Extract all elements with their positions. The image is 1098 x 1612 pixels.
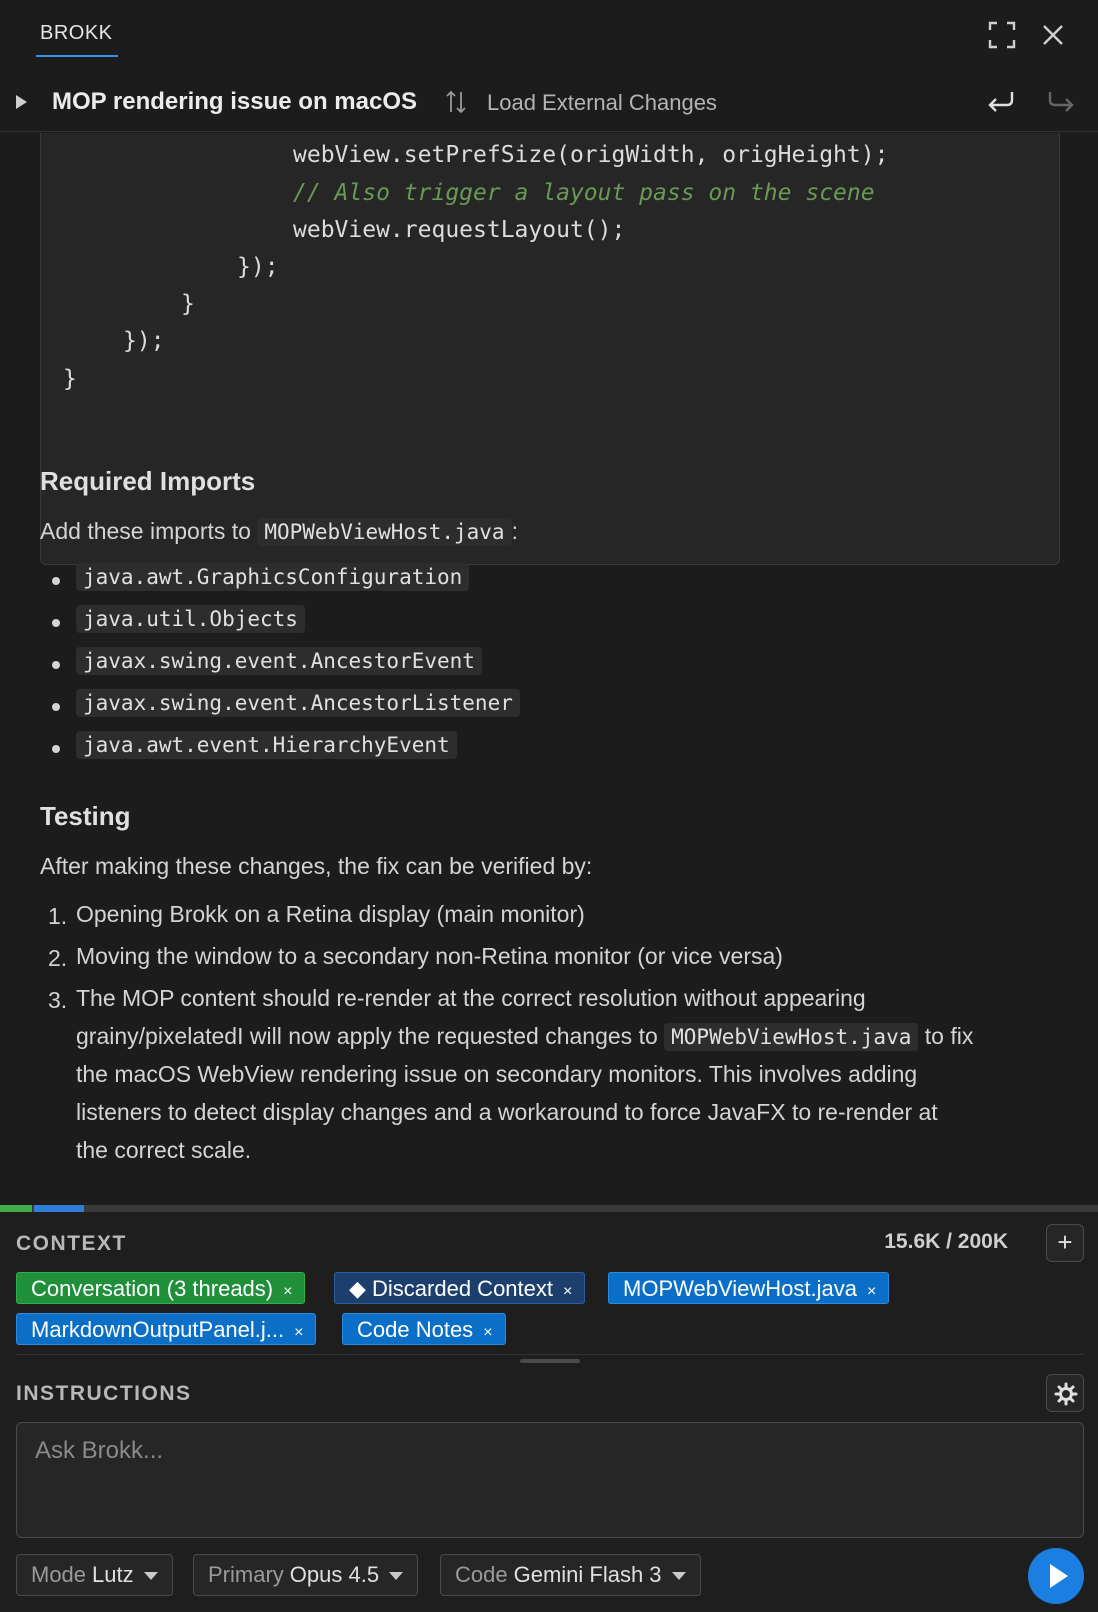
mode-dropdown[interactable]: [16, 1554, 173, 1596]
inline-code: MOPWebViewHost.java: [257, 518, 511, 546]
testing-intro: After making these changes, the fix can be verified by:: [40, 853, 593, 879]
import-item: [76, 689, 520, 716]
list-text: to fix: [924, 1023, 974, 1049]
list-item: Moving the window to a secondary non-Retina monitor (or vice versa): [76, 943, 783, 969]
inline-code: javax.swing.event.AncestorListener: [76, 689, 520, 717]
context-chip-file[interactable]: [16, 1313, 316, 1345]
inline-code: java.awt.GraphicsConfiguration: [76, 563, 469, 591]
bullet-icon: [52, 661, 60, 669]
heading-required-imports: Required Imports: [40, 466, 256, 496]
imports-intro: [40, 518, 518, 545]
code-line: webView.setPrefSize(origWidth, origHeight);: [293, 142, 889, 168]
progress-segment-green: [0, 1205, 32, 1212]
inline-code: javax.swing.event.AncestorEvent: [76, 647, 482, 675]
imports-intro-text: Add these imports to: [40, 518, 251, 544]
thread-title[interactable]: MOP rendering issue on macOS: [52, 88, 417, 115]
chevron-down-icon: [144, 1572, 158, 1580]
chip-label: Conversation (3 threads): [31, 1276, 274, 1301]
dropdown-value: Gemini Flash 3: [513, 1562, 662, 1587]
chip-close-icon[interactable]: ×: [866, 1283, 877, 1300]
dropdown-key: Code: [455, 1562, 508, 1587]
swap-vertical-icon[interactable]: [444, 88, 468, 116]
chip-label: Code Notes: [357, 1317, 474, 1342]
bullet-icon: [52, 703, 60, 711]
import-item: [76, 731, 457, 758]
inline-code: MOPWebViewHost.java: [664, 1023, 918, 1051]
chevron-down-icon: [672, 1572, 686, 1580]
imports-intro-suffix: :: [511, 518, 518, 544]
code-line: webView.requestLayout();: [293, 217, 626, 243]
instructions-label: INSTRUCTIONS: [16, 1382, 192, 1405]
output-panel[interactable]: [0, 133, 1098, 1205]
code-block: [40, 133, 1060, 565]
play-icon: [1050, 1564, 1068, 1588]
chip-close-icon[interactable]: ×: [294, 1324, 304, 1341]
list-number: 2.: [48, 945, 68, 971]
import-item: [76, 605, 305, 632]
context-chip-conversation[interactable]: [16, 1272, 305, 1304]
chip-label: ◆ Discarded Context: [349, 1276, 554, 1301]
chevron-down-icon: [389, 1572, 403, 1580]
close-icon[interactable]: [1038, 20, 1068, 50]
dropdown-value: Lutz: [92, 1562, 134, 1587]
context-label: CONTEXT: [16, 1232, 127, 1255]
import-item: [76, 563, 469, 590]
panel-divider[interactable]: [0, 1205, 1098, 1212]
list-text: grainy/pixelatedI will now apply the requested changes to: [76, 1023, 658, 1049]
chip-close-icon[interactable]: ×: [483, 1324, 493, 1341]
redo-icon[interactable]: [1044, 86, 1078, 114]
context-chip-discarded[interactable]: [334, 1272, 585, 1304]
dropdown-value: Opus 4.5: [289, 1562, 380, 1587]
inline-code: java.awt.event.HierarchyEvent: [76, 731, 457, 759]
settings-button[interactable]: [1046, 1374, 1084, 1412]
primary-model-dropdown[interactable]: [193, 1554, 418, 1596]
progress-segment-blue: [34, 1205, 84, 1212]
code-line: });: [123, 328, 165, 354]
context-chip-file[interactable]: [608, 1272, 889, 1304]
send-button[interactable]: [1028, 1548, 1084, 1604]
add-context-button[interactable]: +: [1046, 1224, 1084, 1262]
code-line: }: [63, 366, 77, 392]
tab-underline: [36, 55, 118, 57]
heading-testing: Testing: [40, 801, 131, 831]
code-model-dropdown[interactable]: [440, 1554, 701, 1596]
list-item: The MOP content should re-render at the correct resolution without appearing: [76, 985, 866, 1011]
dropdown-key: Primary: [208, 1562, 284, 1587]
list-item-continued: the correct scale.: [76, 1137, 252, 1163]
undo-icon[interactable]: [984, 86, 1018, 114]
bottom-panel: [0, 1212, 1098, 1612]
import-item: [76, 647, 482, 674]
chip-close-icon[interactable]: ×: [563, 1283, 573, 1300]
code-line: }: [181, 291, 195, 317]
resize-handle[interactable]: [520, 1359, 580, 1363]
list-number: 3.: [48, 987, 68, 1013]
tab-brokk[interactable]: BROKK: [40, 22, 113, 44]
list-item-continued: [76, 1017, 973, 1056]
list-item-continued: listeners to detect display changes and a workaround to force JavaFX to re-render at: [76, 1099, 938, 1125]
chip-label: MOPWebViewHost.java: [623, 1276, 857, 1301]
title-bar: [0, 0, 1098, 70]
code-line: });: [237, 254, 279, 280]
list-number: 1.: [48, 903, 68, 929]
chip-label: MarkdownOutputPanel.j...: [31, 1317, 285, 1342]
context-chip-code-notes[interactable]: [342, 1313, 506, 1345]
chip-close-icon[interactable]: ×: [283, 1283, 293, 1300]
dropdown-key: Mode: [31, 1562, 87, 1587]
gear-icon: [1047, 1375, 1085, 1413]
list-item: Opening Brokk on a Retina display (main monitor): [76, 901, 585, 927]
thread-bar: [0, 76, 1098, 132]
code-comment-line: // Also trigger a layout pass on the scene: [293, 180, 875, 206]
list-item-continued: the macOS WebView rendering issue on secondary monitors. This involves adding: [76, 1061, 918, 1087]
bullet-icon: [52, 577, 60, 585]
inline-code: java.util.Objects: [76, 605, 305, 633]
context-separator: [16, 1354, 1084, 1355]
load-external-changes-button[interactable]: Load External Changes: [487, 90, 717, 115]
expand-thread-icon[interactable]: [16, 95, 27, 109]
instructions-input[interactable]: [16, 1422, 1084, 1538]
maximize-icon[interactable]: [987, 20, 1017, 50]
context-token-count: 15.6K / 200K: [884, 1230, 1008, 1253]
bullet-icon: [52, 619, 60, 627]
bullet-icon: [52, 745, 60, 753]
